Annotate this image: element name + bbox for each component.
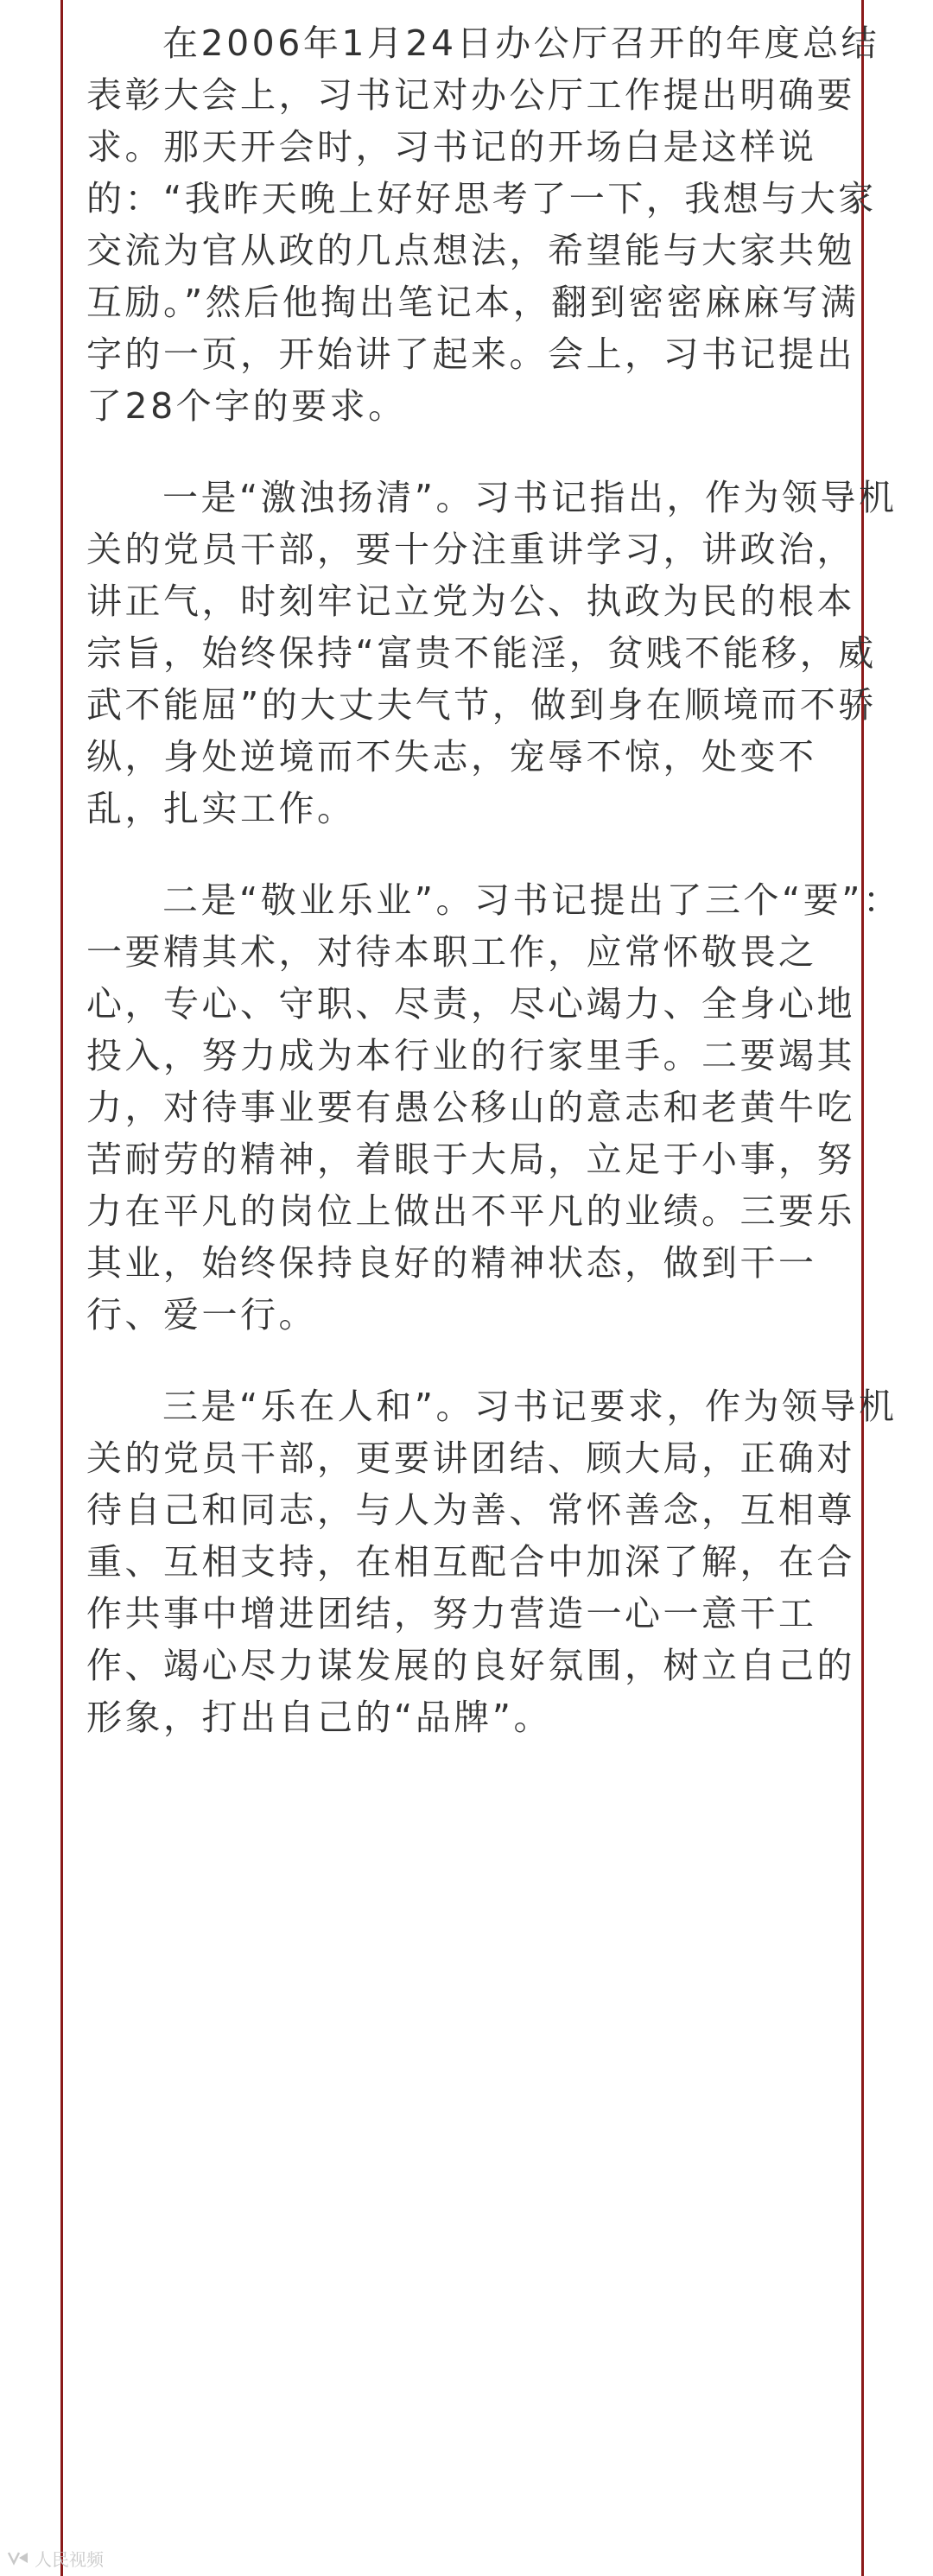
text-line: 力，对待事业要有愚公移山的意志和老黄牛吃 xyxy=(86,1087,855,1128)
text-line: 关的党员干部，要十分注重讲学习，讲政治， xyxy=(86,529,855,570)
text-line: 苦耐劳的精神，着眼于大局，立足于小事，努 xyxy=(86,1139,855,1180)
text-line: 宗旨，始终保持“富贵不能淫，贫贱不能移，威 xyxy=(86,632,877,674)
text-line: 行、爱一行。 xyxy=(86,1294,317,1336)
text-line: 交流为官从政的几点想法，希望能与大家共勉 xyxy=(86,230,855,271)
text-line: 一是“激浊扬清”。习书记指出，作为领导机 xyxy=(162,477,898,518)
text-line: 心，专心、守职、尽责，尽心竭力、全身心地 xyxy=(86,983,855,1025)
text-line: 三是“乐在人和”。习书记要求，作为领导机 xyxy=(162,1386,898,1427)
text-line: 力在平凡的岗位上做出不平凡的业绩。三要乐 xyxy=(86,1190,855,1232)
paragraph-point-three xyxy=(86,1380,898,1743)
watermark-text: 人民视频 xyxy=(35,2548,104,2570)
text-line: 乱，扎实工作。 xyxy=(86,788,356,829)
text-line: 武不能屈”的大丈夫气节，做到身在顺境而不骄 xyxy=(86,684,877,726)
article-body xyxy=(86,17,902,1783)
text-line: 的：“我昨天晚上好好思考了一下，我想与大家 xyxy=(86,178,877,219)
text-line: 讲正气，时刻牢记立党为公、执政为民的根本 xyxy=(86,581,855,622)
text-line: 关的党员干部，更要讲团结、顾大局，正确对 xyxy=(86,1437,855,1479)
text-line: 表彰大会上，习书记对办公厅工作提出明确要 xyxy=(86,74,855,116)
text-line: 一要精其术，对待本职工作，应常怀敬畏之 xyxy=(86,931,817,973)
paragraph-intro xyxy=(86,17,880,432)
text-line: 了28个字的要求。 xyxy=(86,385,407,427)
text-line: 二是“敬业乐业”。习书记提出了三个“要”： xyxy=(162,879,902,921)
text-line: 字的一页，开始讲了起来。会上，习书记提出 xyxy=(86,333,855,375)
text-line: 投入，努力成为本行业的行家里手。二要竭其 xyxy=(86,1035,855,1076)
text-line: 重、互相支持，在相互配合中加深了解，在合 xyxy=(86,1541,855,1583)
text-line: 形象，打出自己的“品牌”。 xyxy=(86,1697,552,1738)
watermark xyxy=(7,2545,104,2571)
text-line: 在2006年1月24日办公厅召开的年度总结 xyxy=(162,22,880,64)
text-line: 纵，身处逆境而不失志，宠辱不惊，处变不 xyxy=(86,736,817,777)
text-line: 作、竭心尽力谋发展的良好氛围，树立自己的 xyxy=(86,1645,855,1686)
text-line: 作共事中增进团结，努力营造一心一意干工 xyxy=(86,1593,817,1634)
paragraph-point-two xyxy=(86,874,902,1341)
text-line: 互励。”然后他掏出笔记本，翻到密密麻麻写满 xyxy=(86,282,860,323)
video-logo-icon xyxy=(7,2549,29,2566)
text-line: 其业，始终保持良好的精神状态，做到干一 xyxy=(86,1242,817,1284)
text-line: 待自己和同志，与人为善、常怀善念，互相尊 xyxy=(86,1489,855,1531)
text-line: 求。那天开会时，习书记的开场白是这样说 xyxy=(86,126,817,168)
paragraph-point-one xyxy=(86,472,898,834)
